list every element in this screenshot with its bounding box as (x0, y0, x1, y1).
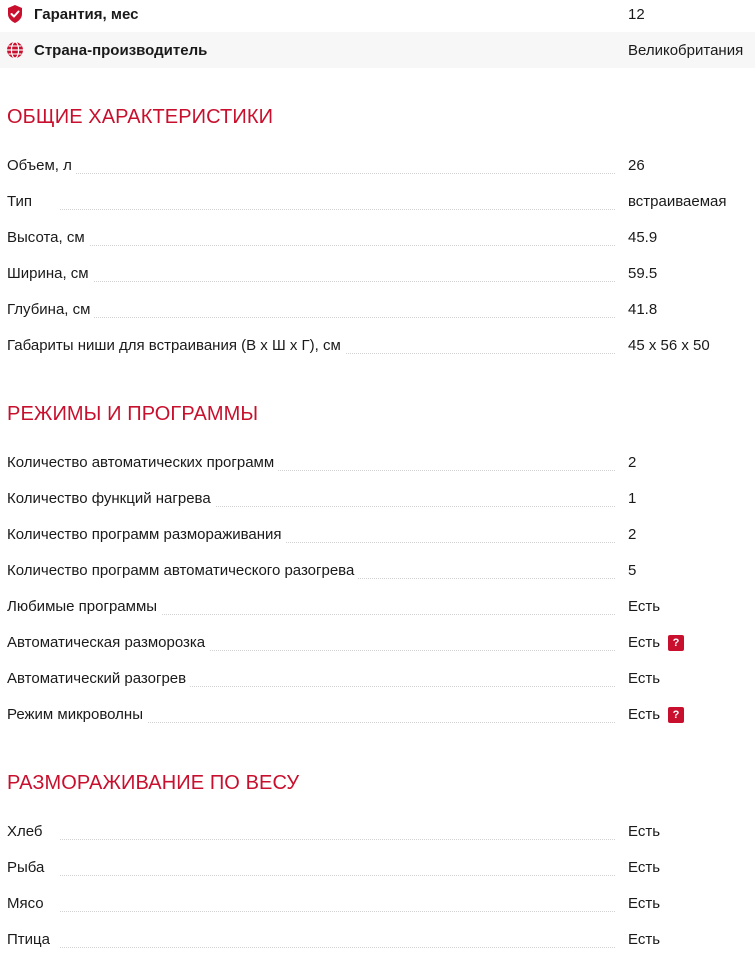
dotted-leader (60, 281, 615, 282)
spec-value: 2 (628, 454, 637, 471)
spec-label: Высота, см (7, 220, 89, 256)
spec-label: Количество автоматических программ (7, 445, 278, 481)
spec-value: Есть (628, 598, 661, 615)
spec-label: Ширина, см (7, 256, 93, 292)
spec-row (0, 481, 755, 517)
shield-check-icon (6, 5, 24, 23)
dotted-leader (60, 317, 615, 318)
spec-value: Есть (628, 895, 661, 912)
spec-label: Мясо (7, 886, 48, 922)
spec-label: Объем, л (7, 148, 76, 184)
spec-row (0, 445, 755, 481)
dotted-leader (60, 875, 615, 876)
spec-row (0, 625, 755, 661)
spec-value: 59.5 (628, 265, 658, 282)
section-title-defrost-by-weight: РАЗМОРАЖИВАНИЕ ПО ВЕСУ (7, 772, 300, 794)
spec-value: 26 (628, 157, 645, 174)
spec-label: Количество программ автоматического разогрева (7, 553, 358, 589)
help-icon[interactable]: ? (668, 635, 684, 651)
spec-value: Великобритания (628, 41, 744, 59)
spec-label: Хлеб (7, 814, 47, 850)
spec-row (0, 292, 755, 328)
help-icon[interactable]: ? (668, 707, 684, 723)
spec-label: Птица (7, 922, 54, 958)
spec-row (0, 328, 755, 364)
globe-icon (6, 41, 24, 59)
spec-value: Есть (628, 823, 661, 840)
spec-row (0, 814, 755, 850)
spec-row (0, 886, 755, 922)
spec-row (0, 661, 755, 697)
spec-label: Любимые программы (7, 589, 161, 625)
spec-row (0, 220, 755, 256)
spec-row (0, 517, 755, 553)
spec-value: 12 (628, 5, 645, 23)
dotted-leader (60, 209, 615, 210)
spec-value: Есть ? (628, 697, 684, 733)
spec-value: Есть (628, 670, 661, 687)
spec-value: Есть ? (628, 625, 684, 661)
spec-label: Автоматическая разморозка (7, 625, 209, 661)
spec-value: 45.9 (628, 229, 658, 246)
spec-value: 5 (628, 562, 637, 579)
spec-label: Тип (7, 184, 36, 220)
spec-value: 2 (628, 526, 637, 543)
spec-label: Габариты ниши для встраивания (В х Ш х Г), см (7, 328, 345, 364)
spec-label: Количество программ размораживания (7, 517, 286, 553)
spec-label: Гарантия, мес (34, 5, 139, 23)
spec-label: Рыба (7, 850, 48, 886)
spec-value: 45 x 56 x 50 (628, 337, 710, 354)
spec-label: Глубина, см (7, 292, 94, 328)
spec-value: встраиваемая (628, 193, 727, 210)
spec-label: Количество функций нагрева (7, 481, 215, 517)
spec-row (0, 184, 755, 220)
dotted-leader (60, 911, 615, 912)
spec-value: 1 (628, 490, 637, 507)
spec-row (0, 922, 755, 958)
spec-row (0, 850, 755, 886)
spec-row (0, 589, 755, 625)
spec-value: Есть (628, 931, 661, 948)
dotted-leader (60, 839, 615, 840)
spec-row (0, 148, 755, 184)
spec-row (0, 553, 755, 589)
dotted-leader (60, 173, 615, 174)
dotted-leader (60, 947, 615, 948)
spec-row-country (0, 32, 755, 68)
spec-label: Страна-производитель (34, 41, 208, 59)
spec-row (0, 256, 755, 292)
spec-row-warranty (0, 0, 755, 32)
spec-label: Режим микроволны (7, 697, 147, 733)
section-title-general: ОБЩИЕ ХАРАКТЕРИСТИКИ (7, 106, 274, 128)
spec-value: 41.8 (628, 301, 658, 318)
dotted-leader (60, 245, 615, 246)
spec-value: Есть (628, 859, 661, 876)
spec-label: Автоматический разогрев (7, 661, 190, 697)
spec-row (0, 697, 755, 733)
section-title-modes: РЕЖИМЫ И ПРОГРАММЫ (7, 403, 259, 425)
